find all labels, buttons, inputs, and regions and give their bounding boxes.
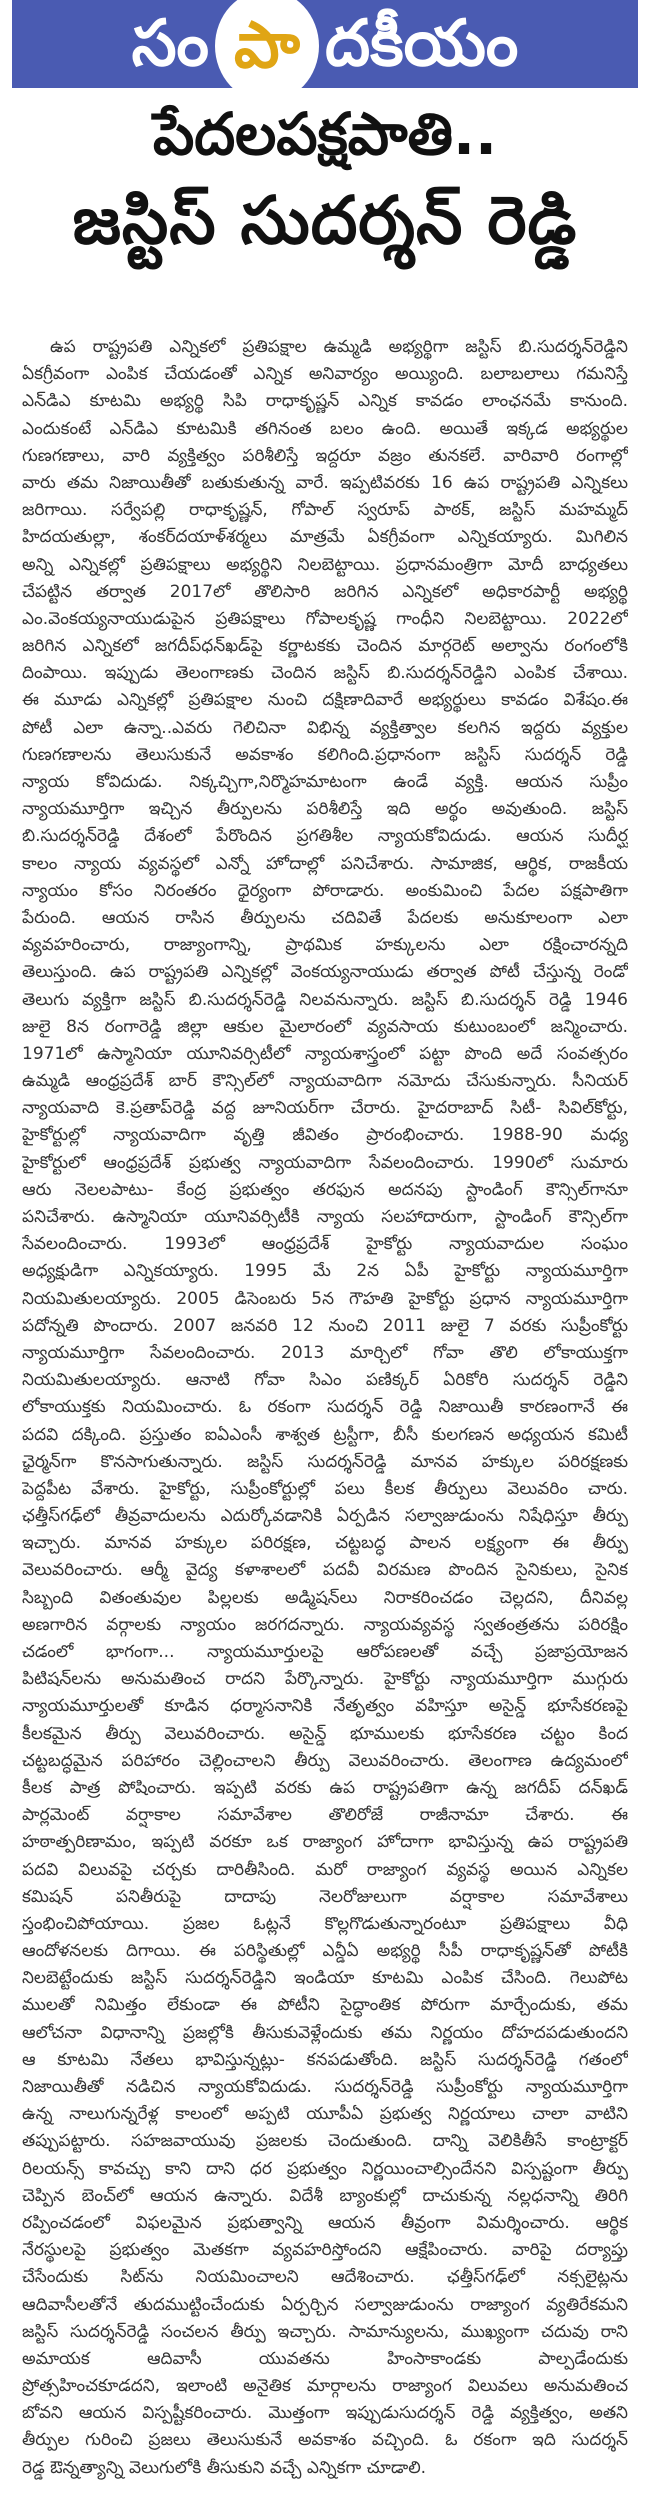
article-line: ఎన్‌డిఎ కూటమి అభ్యర్థి సిపి రాధాకృష్ణన్ ఎన్నిక కావడం లాంఛనమే కానుంది. (22, 391, 628, 412)
article-line: కీలక పాత్ర పోషించారు. ఇప్పటి వరకు ఉప రాష్ట్రపతిగా ఉన్న జగదీప్ దన్‌ఖడ్ (22, 1777, 628, 1798)
article-line: ఉన్న నాలుగున్నరేళ్ల కాలంలో అప్పటి యూపీఏ ప్రభుత్వ నిర్ణయాలు చాలా వాటిని (22, 2104, 628, 2125)
banner-text-part2: పా (234, 9, 300, 83)
article-line: ఉమ్మడి ఆంధ్రప్రదేశ్ బార్ కౌన్సిల్‌లో న్యాయవాదిగా నమోదు చేసుకున్నారు. సీనియర్ (22, 1071, 628, 1092)
article-line: ప్రోత్సహించకూడదని, ఇలాంటి అనైతిక మార్గాలను రాజ్యాంగ విలువలు అనుమతించ (22, 2376, 628, 2397)
article-line: తెలుస్తుంది. ఉప రాష్ట్రపతి ఎన్నికల్లో వెంకయ్యనాయుడు తర్వాత పోటీ చేస్తున్న రెండో (22, 962, 628, 983)
article-line: ఆలోచనా విధానాన్ని ప్రజల్లోకి తీసుకువెళ్లేందుకు తమ నిర్ణయం దోహదపడుతుందని (22, 2022, 628, 2043)
article-line: అమాయక ఆదివాసీ యువతను హింసాకాండకు పాల్పడేందుకు (22, 2348, 628, 2369)
article-line: స్తంభించిపోయాయి. ప్రజల ఓట్లనే కొల్లగొడుతున్నారంటూ ప్రతిపక్షాలు వీధి (22, 1913, 628, 1934)
article-line: పదోన్నతి పొందారు. 2007 జనవరి 12 నుంచి 2011 జులై 7 వరకు సుప్రీంకోర్టు (22, 1315, 628, 1336)
article-line: పదవి దక్కింది. ప్రస్తుతం ఐఏఎంసీ శాశ్వత ట్రస్టీగా, బీసీ కులగణన అధ్యయన కమిటీ (22, 1424, 628, 1445)
article-line: జస్టిస్ సుదర్శన్‌రెడ్డి సంచలన తీర్పు ఇచ్చారు. సామాన్యులను, ముఖ్యంగా చదువు రాని (22, 2321, 628, 2342)
article-line: ఈ మూడు ఎన్నికల్లో ప్రతిపక్షాల నుంచి దక్షిణాదివారే అభ్యర్థులు కావడం విశేషం.ఈ (22, 690, 628, 711)
article-line: ఆదివాసీలతోనే తుదముట్టించేందుకు ఏర్పర్చిన సల్వాజుడుంను రాజ్యాంగ వ్యతిరేకమని (22, 2294, 628, 2315)
article-line: చడంలో భాగంగా... న్యాయమూర్తులపై ఆరోపణలతో వచ్చే ప్రజాప్రయోజన (22, 1642, 628, 1662)
article-line: న్యాయ కోవిదుడు. నిక్కచ్చిగా,నిర్మొహమాటంగా ఉండే వ్యక్తి. ఆయన సుప్రీం (22, 772, 628, 792)
article-line: హైకోర్టుల్లో న్యాయవాదిగా వృత్తి జీవితం ప్రారంభించారు. 1988-90 మధ్య (22, 1125, 628, 1146)
headline-line-1: పేదలపక్షపాతి.. (152, 100, 498, 168)
article-line: హిదయతుల్లా, శంకర్‌దయాళ్‌శర్మలు మాత్రమే ఏకగ్రీవంగా ఎన్నికయ్యారు. మిగిలిన (22, 527, 628, 548)
article-line: నేరస్థులపై ప్రభుత్వం మెతకగా వ్యవహరిస్తోందని ఆక్షేపించారు. వారిపై దర్యాప్తు (22, 2240, 628, 2261)
article-line: చట్టబద్ధమైన పరిహారం చెల్లించాలని తీర్పు వెలువరించారు. తెలంగాణ ఉద్యమంలో (22, 1750, 628, 1771)
section-banner-sampadakiyam (12, 0, 638, 88)
article-line: వ్యవహరించారు, రాజ్యాంగాన్ని, ప్రాథమిక హక్కులను ఎలా రక్షించారన్నది (22, 935, 628, 956)
article-line: పనిచేశారు. ఉస్మానియా యూనివర్సిటీకి న్యాయ సలహాదారుగా, స్టాండింగ్ కౌన్సిల్‌గా (22, 1207, 628, 1227)
article-line: నిలబెట్టేందుకు జస్టిస్ సుదర్శన్‌రెడ్డిని ఇండియా కూటమి ఎంపిక చేసింది. గెలుపోట (22, 1968, 628, 1989)
article-line: ఛైర్మన్‌గా కొనసాగుతున్నారు. జస్టిస్ సుదర్శన్‌రెడ్డి మానవ హక్కుల పరిరక్షణకు (22, 1451, 628, 1472)
article-line: గుణగణాలను తెలుసుకునే అవకాశం కలిగింది.ప్రధానంగా జస్టిస్ సుదర్శన్ రెడ్డి (22, 744, 628, 765)
article-line: ఇచ్చారు. మానవ హక్కుల పరిరక్షణ, చట్టబద్ధ పాలన లక్ష్యంగా ఈ తీర్పు (22, 1533, 628, 1554)
article-line: ఉప రాష్ట్రపతి ఎన్నికలో ప్రతిపక్షాల ఉమ్మడి అభ్యర్థిగా జస్టిస్ బి.సుదర్శన్‌రెడ్డిని (50, 337, 628, 357)
article-line: కమిషన్ పనితీరుపై దాదాపు నెలరోజులుగా వర్షాకాల సమావేశాలు (22, 1886, 628, 1907)
banner-text-part3: దకీయం (325, 7, 519, 81)
article-line: న్యాయమూర్తిగా ఇచ్చిన తీర్పులను పరిశీలిస్తే ఇది అర్థం అవుతుంది. జస్టిస్ (22, 799, 628, 820)
article-line: 1971లో ఉస్మానియా యూనివర్సిటీలో న్యాయశాస్త్రంలో పట్టా పొంది అదే సంవత్సరం (22, 1043, 628, 1064)
headline-line-2: జస్టిస్ సుదర్శన్ రెడ్డి (72, 182, 578, 259)
article-line: తీర్పుల గురించి ప్రజలు తెలుసుకునే అవకాశం వచ్చింది. ఓ రకంగా ఇది సుదర్శన్ (22, 2430, 628, 2451)
article-line: ఏకగ్రీవంగా ఎంపిక చేయడంతో ఎన్నిక అనివార్యం అయ్యింది. బలాబలాలు గమనిస్తే (22, 364, 628, 385)
article-line: కాలం న్యాయ వ్యవస్థలో ఎన్నో హోదాల్లో పనిచేశారు. సామాజిక, ఆర్థిక, రాజకీయ (22, 853, 628, 874)
article-line: ఆ కూటమి నేతలు భావిస్తున్నట్లు- కనపడుతోంది. జస్టిస్ సుదర్శన్‌రెడ్డి గతంలో (22, 2049, 628, 2070)
article-line: చేసేందుకు సిట్‌ను నియమించాలని ఆదేశించారు. ఛత్తీస్‌గఢ్‌లో నక్సలైట్లను (22, 2267, 628, 2288)
article-line: అన్ని ఎన్నికల్లో ప్రతిపక్షాలు అభ్యర్థిని నిలబెట్టాయి. ప్రధానమంత్రిగా మోదీ బాధ్యతలు (22, 554, 628, 575)
article-line: ఆరు నెలలపాటు- కేంద్ర ప్రభుత్వం తరఫున అదనపు స్టాండింగ్ కౌన్సిల్‌గానూ (22, 1179, 628, 1200)
article-line: దింపాయి. ఇప్పుడు తెలంగాణకు చెందిన జస్టిస్ బి.సుదర్శన్‌రెడ్డిని ఎంపిక చేశాయి. (22, 663, 628, 684)
article-line: సిబ్బంది వితంతువుల పిల్లలకు అడ్మిషన్‌లు నిరాకరించడం చెల్లదని, దీనివల్ల (22, 1587, 628, 1608)
article-line: పోటీ ఎలా ఉన్నా..ఎవరు గెలిచినా విభిన్న వ్యక్తిత్వాల కలగిన ఇద్దరు వ్యక్తుల (22, 717, 628, 738)
article-line: వెలువరించారు. ఆర్మీ వైద్య కళాశాలలో పదవీ విరమణ పొందిన సైనికులు, సైనిక (22, 1560, 628, 1581)
article-line: జులై 8న రంగారెడ్డి జిల్లా ఆకుల మైలారంలో వ్యవసాయ కుటుంబంలో జన్మించారు. (22, 1016, 628, 1037)
article-line: పదవి విలువపై చర్చకు దారితీసింది. మరో రాజ్యాంగ వ్యవస్థ అయిన ఎన్నికల (22, 1859, 628, 1880)
article-line: రెడ్డ ఔన్నత్యాన్ని వెలుగులోకి తీసుకుని వచ్చే ఎన్నికగా చూడాలి. (22, 2457, 427, 2478)
article-line: చెప్పిన బెంచ్‌లో ఆయన ఉన్నారు. విదేశీ బ్యాంకుల్లో దాచుకున్న నల్లధనాన్ని తిరిగి (22, 2185, 628, 2206)
article-line: నిజాయితీతో నడిచిన న్యాయకోవిదుడు. సుదర్శన్‌రెడ్డి సుప్రీంకోర్టు న్యాయమూర్తిగా (22, 2077, 628, 2097)
article-line: పార్లమెంట్ వర్షాకాల సమావేశాల తొలిరోజే రాజీనామా చేశారు. ఈ (22, 1805, 628, 1826)
article-line: న్యాయవాది కె.ప్రతాప్‌రెడ్డి వద్ద జూనియర్‌గా చేరారు. హైదరాబాద్ సిటీ- సివిల్‌కోర్టు, (22, 1098, 628, 1119)
article-line: అణగారిన వర్గాలకు న్యాయం జరగదన్నారు. న్యాయవ్యవస్థ స్వతంత్రతను పరిరక్షిం (22, 1614, 628, 1635)
article-line: నియమితులయ్యారు. 2005 డిసెంబరు 5న గౌహతి హైకోర్టు ప్రధాన న్యాయమూర్తిగా (22, 1288, 628, 1309)
article-line: ములతో నిమిత్తం లేకుండా ఈ పోటీని సైద్ధాంతిక పోరుగా మార్చేందుకు, తమ (22, 1995, 628, 2016)
banner-text-part1: సం (131, 7, 210, 81)
article-line: పిటిషన్‌లను అనుమతించ రాదని పేర్కొన్నారు. హైకోర్టు న్యాయమూర్తిగా ముగ్గురు (22, 1669, 628, 1690)
article-line: తప్పుపట్టారు. సహజవాయువు ప్రజలకు చెందుతుంది. దాన్ని వెలికితీసే కాంట్రాక్టర్ (22, 2131, 628, 2152)
article-line: చేపట్టిన తర్వాత 2017లో తొలిసారి జరిగిన ఎన్నికలో అధికారపార్టీ అభ్యర్థి (22, 581, 628, 602)
article-line: ఎం.వెంకయ్యనాయుడుపైన ప్రతిపక్షాలు గోపాలకృష్ణ గాంధీని నిలబెట్టాయి. 2022లో (22, 608, 628, 629)
article-line: ఛత్తీస్‌గఢ్‌లో తీవ్రవాదులను ఎదుర్కోవడానికి ఏర్పడిన సల్వాజుడుంను నిషేధిస్తూ తీర్పు (22, 1506, 628, 1527)
article-line: పెద్దపీట వేశారు. హైకోర్టు, సుప్రీంకోర్టుల్లో పలు కీలక తీర్పులు వెలువరిం చారు. (22, 1478, 628, 1499)
article-line: లోకాయుక్తకు నియమించారు. ఓ రకంగా సుదర్శన్ రెడ్డి నిజాయితీ కారణంగానే ఈ (22, 1397, 628, 1418)
article-line: తెలుగు వ్యక్తిగా జస్టిస్ బి.సుదర్శన్‌రెడ్డి నిలవనున్నారు. జస్టిస్ బి.సుదర్శన్ రెడ్డి 1946 (22, 989, 628, 1010)
article-line: కీలకమైన తీర్పు వెలువరించారు. అసైన్డ్ భూములకు భూసేకరణ చట్టం కింద (22, 1723, 628, 1744)
article-line: నియమితులయ్యారు. ఆనాటి గోవా సిఎం పణిక్కర్ ఏరికోరి సుదర్శన్ రెడ్డిని (22, 1370, 628, 1391)
article-line: వారు తమ నిజాయితీతో బతుకుతున్న వారే. ఇప్పటివరకు 16 ఉప రాష్ట్రపతి ఎన్నికలు (22, 472, 628, 493)
article-line: హఠాత్పరిణామం, ఇప్పటి వరకూ ఒక రాజ్యాంగ హోదాగా భావిస్తున్న ఉప రాష్ట్రపతి (22, 1832, 628, 1853)
article-line: గుణగణాలు, వారి వ్యక్తిత్వం పరిశీలిస్తే ఇద్దరూ వజ్రం తునకలే. వారివారి రంగాల్లో (22, 445, 628, 466)
article-line: బి.సుదర్శన్‌రెడ్డి దేశంలో పేరొందిన ప్రగతిశీల న్యాయకోవిదుడు. ఆయన సుదీర్ఘ (22, 826, 628, 847)
article-line: రిలయన్స్ కావచ్చు కాని దాని ధర ప్రభుత్వం నిర్ణయించాల్సిందేనని విస్పష్టంగా తీర్పు (22, 2158, 628, 2179)
article-line: సేవలందించారు. 1993లో ఆంధ్రప్రదేశ్ హైకోర్టు న్యాయవాదుల సంఘం (22, 1234, 628, 1255)
article-line: జరిగాయి. సర్వేపల్లి రాధాకృష్ణన్, గోపాల్ స్వరూప్ పాఠక్, జస్టిస్ మహమ్మద్ (22, 500, 628, 521)
article-line: ఆందోళనలకు దిగాయి. ఈ పరిస్థితుల్లో ఎన్డీఏ అభ్యర్థి సీపీ రాధాకృష్ణన్‌తో పోటీకి (22, 1941, 628, 1962)
article-line: న్యాయమూర్తులతో కూడిన ధర్మాసనానికి నేతృత్వం వహిస్తూ అసైన్డ్ భూసేకరణపై (22, 1696, 628, 1717)
article-line: న్యాయమూర్తిగా సేవలందించారు. 2013 మార్చిలో గోవా తొలి లోకాయుక్తగా (22, 1342, 628, 1363)
article-line: ఎందుకంటే ఎన్‌డిఎ కూటమికి తగినంత బలం ఉంది. అయితే ఇక్కడ అభ్యర్థుల (22, 418, 628, 439)
article-line: జరిగిన ఎన్నికలో జగదీప్‌ధన్‌ఖడ్‌పై కర్ణాటకకు చెందిన మార్గరెట్ అల్వాను రంగంలోకి (22, 636, 628, 657)
article-line: బోవని ఆయన విస్పష్టీకరించారు. మొత్తంగా ఇప్పుడుసుదర్శన్ రెడ్డి వ్యక్తిత్వం, అతని (22, 2403, 628, 2424)
article-line: న్యాయం కోసం నిరంతరం ధైర్యంగా పోరాడారు. అంకుమించి పేదల పక్షపాతిగా (22, 880, 628, 901)
banner-oval-logo (215, 0, 319, 102)
article-line: అధ్యక్షుడిగా ఎన్నికయ్యారు. 1995 మే 2న ఏపీ హైకోర్టు న్యాయమూర్తిగా (22, 1261, 628, 1282)
article-line: పేరుంది. ఆయన రాసిన తీర్పులను చదివితే పేదలకు అనుకూలంగా ఎలా (22, 907, 628, 928)
article-line: రప్పించడంలో విఫలమైన ప్రభుత్వాన్ని ఆయన తీవ్రంగా విమర్శించారు. ఆర్థిక (22, 2212, 628, 2233)
article-line: హైకోర్టులో ఆంధ్రప్రదేశ్ ప్రభుత్వ న్యాయవాదిగా సేవలందించారు. 1990లో సుమారు (22, 1152, 628, 1173)
article-body (22, 334, 628, 2482)
